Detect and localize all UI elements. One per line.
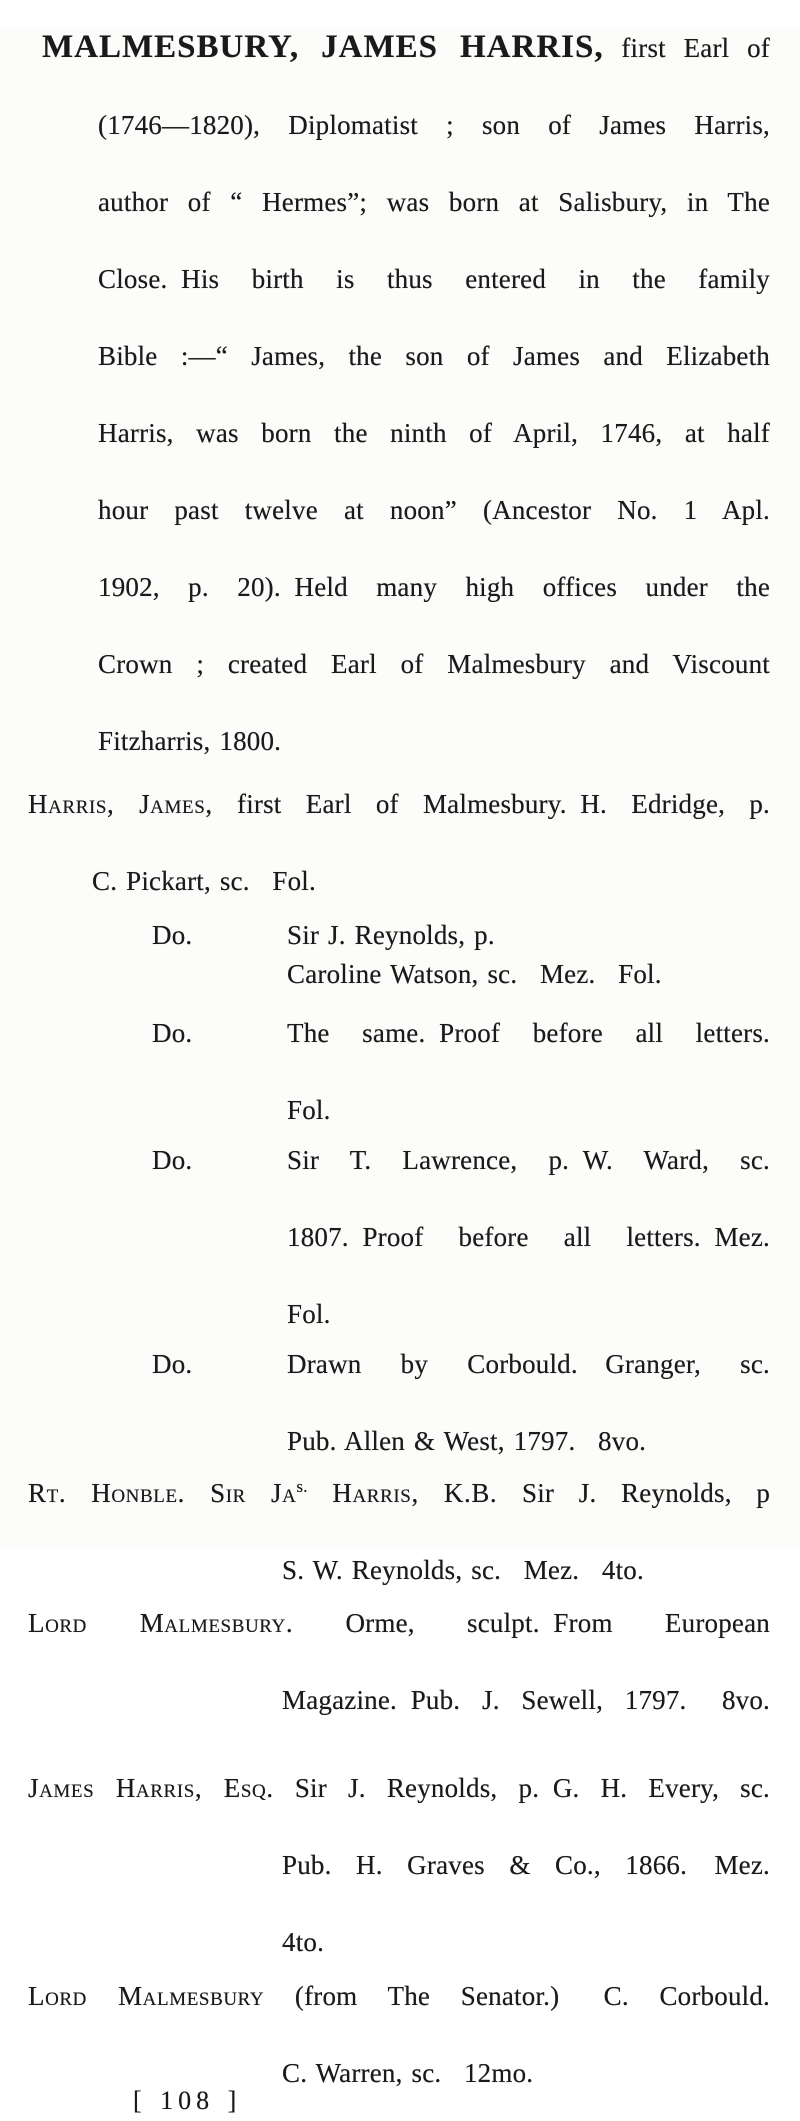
ditto-label: Do.: [152, 1144, 193, 1175]
entry-heading-line: [42, 28, 770, 106]
entry-line: 1807. Proof before all letters. Mez.: [287, 1221, 770, 1252]
sitter-name: Harris, James,: [28, 788, 213, 819]
catalogue-entry-lord-malmesbury-2: [28, 1977, 770, 2093]
entry-line: Harris, was born the ninth of April, 1746, at half: [98, 418, 770, 448]
entry-line: (1746—1820), Diplomatist ; son of James Harris,: [98, 110, 770, 140]
ditto-detail: [287, 1141, 770, 1334]
entry-line: Pub. Allen & West, 1797. 8vo.: [287, 1426, 647, 1456]
entry-line: Fol.: [287, 1298, 331, 1329]
entry-detail: (from The Senator.) C. Corbould.: [294, 1980, 770, 2011]
superscript-s: s.: [296, 1476, 308, 1496]
entry-line: Fitzharris, 1800.: [98, 726, 282, 756]
entry-line: Pub. H. Graves & Co., 1866. Mez.: [282, 1850, 770, 1880]
entry-line: Fol.: [287, 1095, 331, 1125]
entry-line: [28, 1977, 770, 2054]
sitter-name-suffix: Harris, K.B.: [332, 1477, 498, 1508]
entry-heading: MALMESBURY, JAMES HARRIS,: [42, 29, 604, 65]
entry-line: [28, 785, 770, 862]
catalogue-entry-harris-james: [28, 785, 770, 901]
entry-line: hour past twelve at noon” (Ancestor No. 1 Apl.: [98, 495, 770, 525]
entry-line: Sir T. Lawrence, p. W. Ward, sc.: [287, 1144, 770, 1175]
sitter-name: Rt. Honble. Sir Ja: [28, 1477, 297, 1508]
entry-line: C. Pickart, sc. Fol.: [92, 865, 316, 896]
catalogue-entry-lord-malmesbury-1: [28, 1604, 770, 1758]
entry-line: The same. Proof before all letters.: [287, 1018, 770, 1048]
entry-line: Caroline Watson, sc. Mez. Fol.: [287, 958, 662, 989]
entry-line: Bible :—“ James, the son of James and Elizabeth: [98, 341, 770, 371]
catalogue-entry-ditto-2: [152, 1014, 770, 1130]
entry-detail: Orme, sculpt. From European: [345, 1608, 770, 1638]
catalogue-entry-rt-honble: [28, 1474, 770, 1590]
book-page: [0, 28, 800, 2115]
entry-line: Magazine. Pub. J. Sewell, 1797. 8vo.: [282, 1685, 770, 1715]
ditto-label: Do.: [152, 920, 193, 950]
entry-detail: first Earl of Malmesbury. H. Edridge, p.: [237, 788, 771, 819]
ditto-label: Do.: [152, 1018, 193, 1048]
entry-line: 4to.: [282, 1927, 325, 1957]
ditto-label: Do.: [152, 1349, 193, 1379]
ditto-detail: [287, 1014, 770, 1130]
entry-line: Close. His birth is thus entered in the family: [98, 264, 770, 294]
entry-line: C. Warren, sc. 12mo.: [282, 2057, 534, 2088]
entry-detail: Sir J. Reynolds, p. G. H. Every, sc.: [294, 1773, 771, 1803]
entry-line: author of “ Hermes”; was born at Salisbury, in The: [98, 187, 770, 217]
entry-line: Sir J. Reynolds, p.: [287, 920, 495, 950]
catalogue-entry-ditto-1: [152, 916, 770, 993]
entry-line: [28, 1474, 770, 1551]
entry-line: S. W. Reynolds, sc. Mez. 4to.: [282, 1554, 644, 1585]
ditto-detail: [287, 1345, 770, 1461]
entry-line: [28, 1604, 770, 1681]
entry-detail: Sir J. Reynolds, p: [521, 1477, 771, 1508]
sitter-name: Lord Malmesbury.: [28, 1608, 294, 1638]
entry-line: 1902, p. 20). Held many high offices under the: [98, 572, 770, 602]
catalogue-entry-ditto-4: [152, 1345, 770, 1461]
entry-line: Drawn by Corbould. Granger, sc.: [287, 1349, 770, 1379]
page-number: [ 108 ]: [133, 2086, 242, 2115]
entry-heading-suffix: first Earl of: [621, 33, 770, 63]
catalogue-entry-malmesbury-main: [42, 28, 770, 761]
catalogue-entry-james-harris-esq: [28, 1769, 770, 1962]
catalogue-entry-ditto-3: [152, 1141, 770, 1334]
entry-line: [28, 1769, 770, 1846]
sitter-name: James Harris, Esq.: [28, 1773, 274, 1803]
entry-line: Crown ; created Earl of Malmesbury and Viscount: [98, 649, 770, 679]
sitter-name: Lord Malmesbury: [28, 1980, 265, 2011]
ditto-detail: [287, 916, 770, 993]
